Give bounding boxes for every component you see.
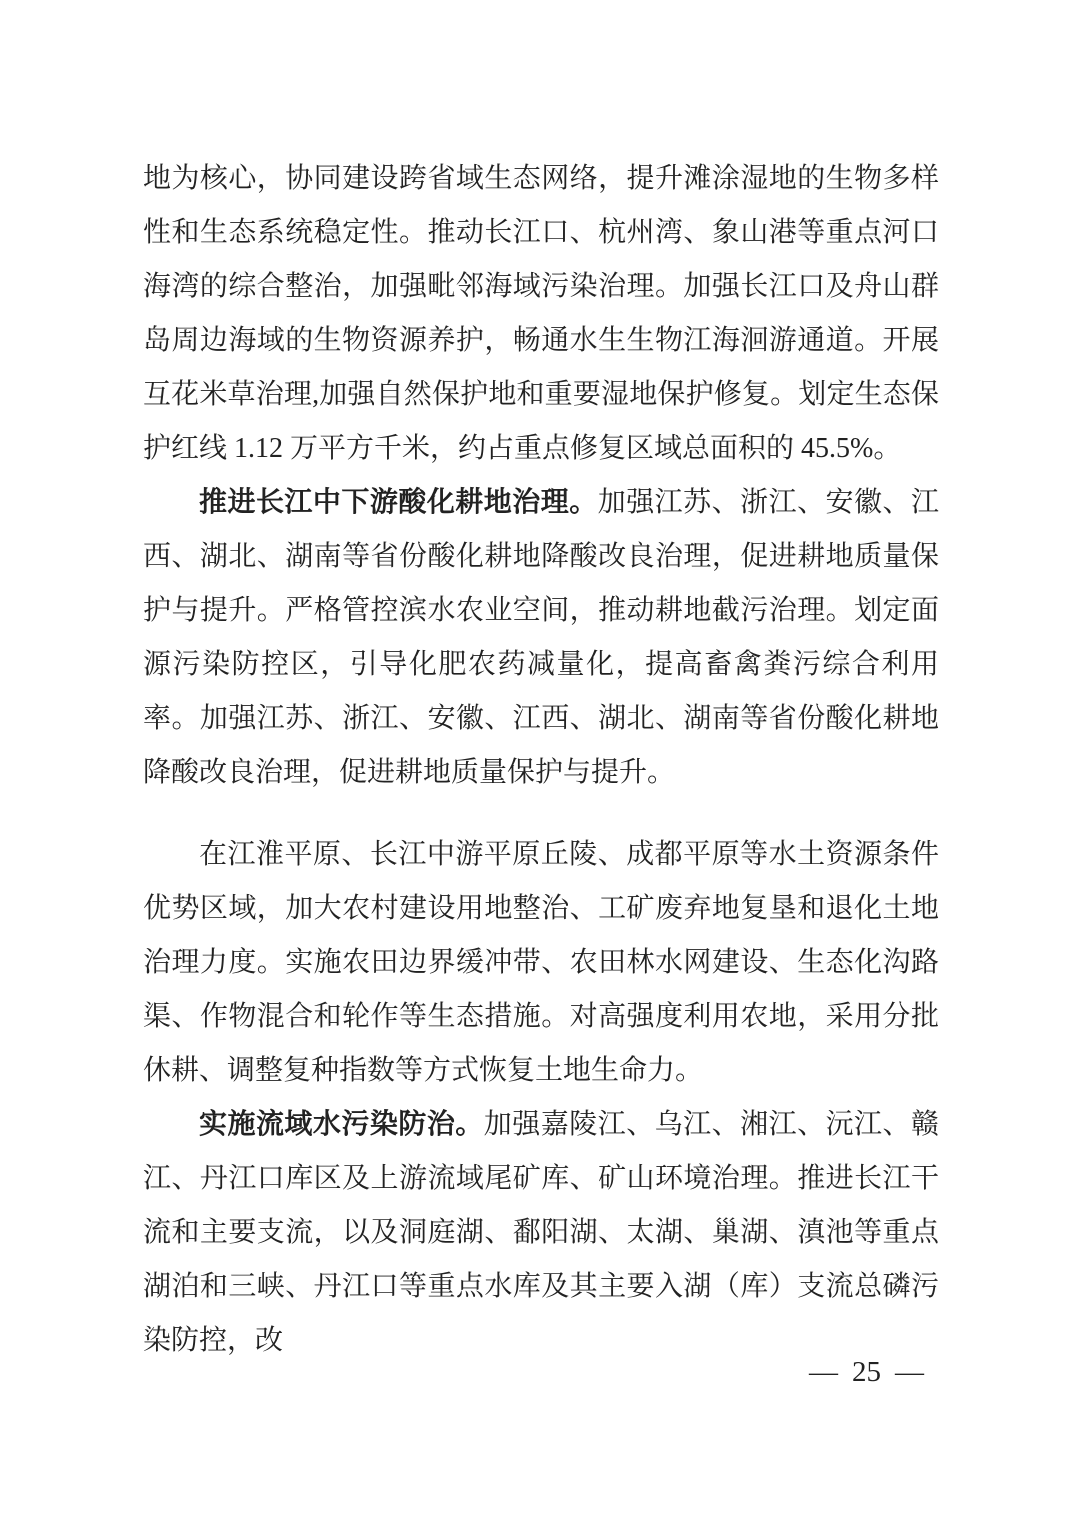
paragraph-text: 加强嘉陵江、乌江、湘江、沅江、赣江、丹江口库区及上游流域尾矿库、矿山环境治理。推进长江干流和主要支流，以及洞庭湖、鄱阳湖、太湖、巢湖、滇池等重点湖泊和三峡、丹江口等重点水库及其主要入湖（库）支流总磷污染防控，改 — [143, 1109, 939, 1356]
page-footer — [795, 1352, 938, 1392]
paragraph-text: 地为核心，协同建设跨省域生态网络，提升滩涂湿地的生物多样性和生态系统稳定性。推动长江口、杭州湾、象山港等重点河口海湾的综合整治，加强毗邻海域污染治理。加强长江口及舟山群岛周边海域的生物资源养护，畅通水生生物江海洄游通道。开展互花米草治理,加强自然保护地和重要湿地保护修复。划定生态保护红线 1.12 万平方千米，约占重点修复区域总面积的 45.5%。 — [143, 163, 939, 464]
document-text-block — [143, 152, 939, 1368]
page-number: 25 — [852, 1356, 881, 1388]
paragraph-bold-lead: 推进长江中下游酸化耕地治理。 — [199, 487, 598, 518]
paragraph-continuation — [143, 152, 939, 476]
paragraph-acidified-farmland — [143, 476, 939, 800]
paragraph-text: 加强江苏、浙江、安徽、江西、湖北、湖南等省份酸化耕地降酸改良治理，促进耕地质量保护与提升。严格管控滨水农业空间，推动耕地截污治理。划定面源污染防控区，引导化肥农药减量化，提高畜禽粪污综合利用率。加强江苏、浙江、安徽、江西、湖北、湖南等省份酸化耕地降酸改良治理，促进耕地质量保护与提升。 — [143, 487, 939, 788]
paragraph-land-restoration — [143, 828, 939, 1098]
paragraph-water-pollution — [143, 1098, 939, 1368]
paragraph-text: 在江淮平原、长江中游平原丘陵、成都平原等水土资源条件优势区域，加大农村建设用地整治、工矿废弃地复垦和退化土地治理力度。实施农田边界缓冲带、农田林水网建设、生态化沟路渠、作物混合和轮作等生态措施。对高强度利用农地，采用分批休耕、调整复种指数等方式恢复土地生命力。 — [143, 839, 939, 1086]
paragraph-bold-lead: 实施流域水污染防治。 — [199, 1109, 484, 1140]
footer-right-dash: — — [895, 1356, 924, 1388]
footer-left-dash: — — [809, 1356, 838, 1388]
